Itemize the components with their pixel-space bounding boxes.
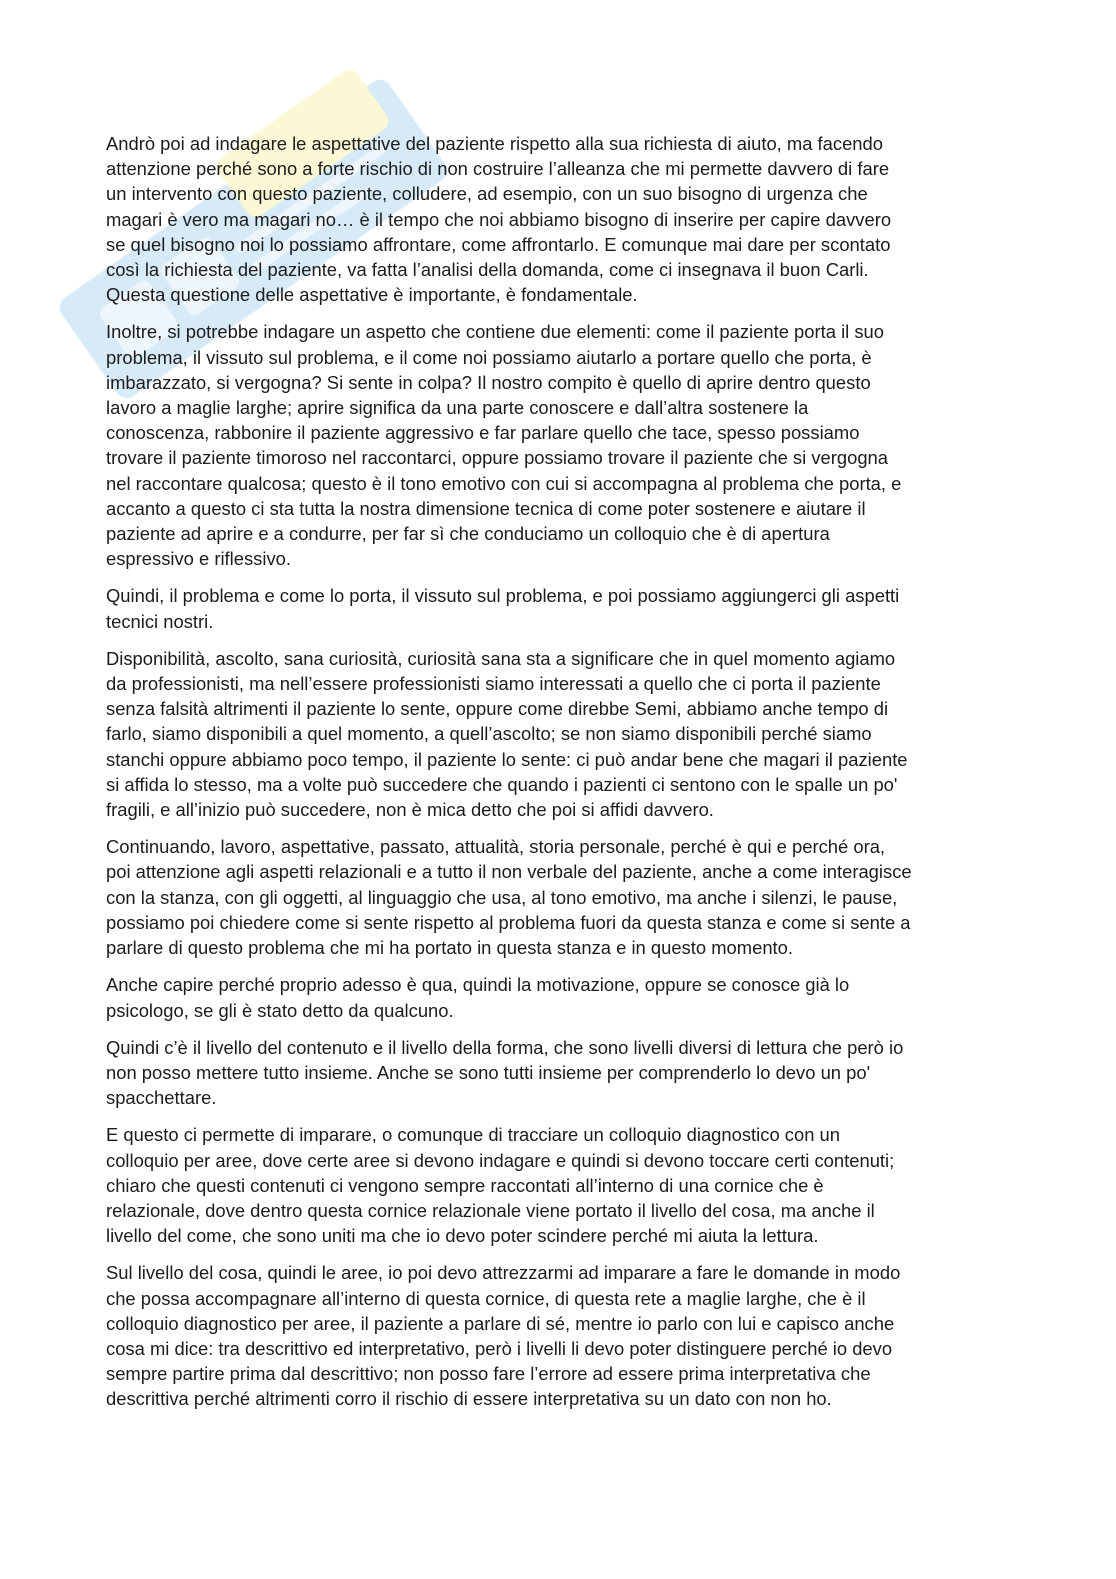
paragraph-7: Quindi c’è il livello del contenuto e il livello della forma, che sono livelli diversi di lettura che però io non posso mettere tutto insieme. Anche se sono tutti insieme per comprenderlo lo devo un po' spacchettare.: [106, 1036, 904, 1109]
paragraph-1: Andrò poi ad indagare le aspettative del paziente rispetto alla sua richiesta di aiuto, ma facendo attenzione perché sono a forte rischio di non costruire l’alleanza che mi permette davvero di fare un intervento con questo paziente, colludere, ad esempio, con un suo bisogno di urgenza che magari è vero ma magari no… è il tempo che noi abbiamo bisogno di inserire per capire davvero se quel bisogno noi lo possiamo affrontare, come affrontarlo. E comunque mai dare per scontato così la richiesta del paziente, va fatta l’analisi della domanda, come ci insegnava il buon Carli. Questa questione delle aspettative è importante, è fondamentale.: [106, 133, 892, 306]
paragraph-2: Inoltre, si potrebbe indagare un aspetto che contiene due elementi: come il paziente porta il suo problema, il vissuto sul problema, e il come noi possiamo aiutarlo a portare quello che porta, è imbarazzato, si vergogna? Si sente in colpa? Il nostro compito è quello di aprire dentro questo lavoro a maglie larghe; aprire significa da una parte conoscere e dall’altra sostenere la conoscenza, rabbonire il paziente aggressivo e far parlare quello che tace, spesso possiamo trovare il paziente timoroso nel raccontarci, oppure possiamo trovare il paziente che si vergogna nel raccontare qualcosa; questo è il tono emotivo con cui si accompagna al problema che porta, e accanto a questo ci sta tutta la nostra dimensione tecnica di come poter sostenere e aiutare il paziente ad aprire e a condurre, per far sì che conduciamo un colloquio che è di apertura espressivo e riflessivo.: [106, 321, 902, 570]
paragraph-8: E questo ci permette di imparare, o comunque di tracciare un colloquio diagnostico con un colloquio per aree, dove certe aree si devono indagare e quindi si devono toccare certi contenuti; chiaro che questi contenuti ci vengono sempre raccontati all’interno di una cornice che è relazionale, dove dentro questa cornice relazionale viene portato il livello del cosa, ma anche il livello del come, che sono uniti ma che io devo poter scindere perché mi aiuta la lettura.: [106, 1124, 895, 1247]
paragraph-5: Continuando, lavoro, aspettative, passato, attualità, storia personale, perché è qui e perché ora, poi attenzione agli aspetti relazionali e a tutto il non verbale del paziente, anche a come interagisce con la stanza, con gli oggetti, al linguaggio che usa, al tono emotivo, ma anche i silenzi, le pause, possiamo poi chiedere come si sente rispetto al problema fuori da questa stanza e come si sente a parlare di questo problema che mi ha portato in questa stanza e in questo momento.: [106, 836, 912, 959]
paragraph-9: Sul livello del cosa, quindi le aree, io poi devo attrezzarmi ad imparare a fare le domande in modo che possa accompagnare all’interno di questa cornice, di questa rete a maglie larghe, che è il colloquio diagnostico per aree, il paziente a parlare di sé, mentre io parlo con lui e capisco anche cosa mi dice: tra descrittivo ed interpretativo, però i livelli li devo poter distinguere perché io devo sempre partire prima dal descrittivo; non posso fare l’errore ad essere prima interpretativa che descrittiva perché altrimenti corro il rischio di essere interpretativa su un dato con non ho.: [106, 1262, 901, 1410]
paragraph-3: Quindi, il problema e come lo porta, il vissuto sul problema, e poi possiamo aggiungerci gli aspetti tecnici nostri.: [106, 585, 900, 632]
paragraph-6: Anche capire perché proprio adesso è qua, quindi la motivazione, oppure se conosce già lo psicologo, se gli è stato detto da qualcuno.: [106, 974, 850, 1021]
document-page: [106, 131, 1006, 1424]
paragraph-4: Disponibilità, ascolto, sana curiosità, curiosità sana sta a significare che in quel momento agiamo da professionisti, ma nell’essere professionisti siamo interessati a quello che ci porta il paziente senza falsità altrimenti il paziente lo sente, oppure come direbbe Semi, abbiamo anche tempo di farlo, siamo disponibili a quel momento, a quell’ascolto; se non siamo disponibili perché siamo stanchi oppure abbiamo poco tempo, il paziente lo sente: ci può andar bene che magari il paziente si affida lo stesso, ma a volte può succedere che quando i pazienti ci sentono con le spalle un po' fragili, e all’inizio può succedere, non è mica detto che poi si affidi davvero.: [106, 647, 908, 821]
